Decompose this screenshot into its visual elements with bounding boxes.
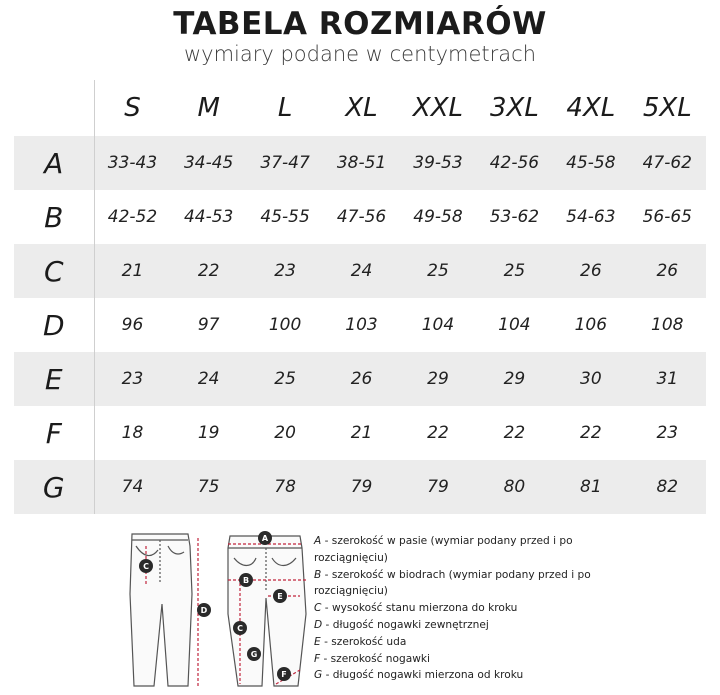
legend-text: - długość nogawki zewnętrznej [322, 618, 489, 631]
size-header: M [197, 93, 220, 123]
marker-d: D [200, 606, 208, 615]
marker-c2: C [237, 624, 243, 633]
size-value-cell: 74 [94, 460, 170, 514]
legend-item [314, 651, 614, 668]
pants-diagram [122, 524, 312, 692]
size-value-cell: 26 [323, 352, 399, 406]
pants-side-view [130, 534, 192, 686]
size-value-cell: 18 [121, 423, 144, 443]
row-label: B [14, 190, 94, 244]
size-header: L [277, 93, 293, 123]
size-value-cell: 22 [580, 423, 602, 443]
marker-c: C [143, 562, 149, 571]
table-row [14, 136, 706, 190]
size-header-row [14, 80, 706, 136]
size-value-cell: 80 [476, 460, 552, 514]
page-subtitle: wymiary podane w centymetrach [183, 42, 537, 66]
legend-item [314, 567, 614, 601]
size-value-cell: 33-43 [94, 136, 170, 190]
size-value-cell: 104 [498, 315, 531, 335]
size-value-cell: 54-63 [566, 207, 616, 227]
table-row [14, 406, 706, 460]
size-value-cell: 30 [553, 352, 629, 406]
size-header: 4XL [566, 93, 616, 123]
size-header: XL [345, 93, 378, 123]
size-value-cell: 47-56 [336, 207, 387, 227]
marker-e: E [277, 592, 283, 601]
size-value-cell: 81 [553, 460, 629, 514]
size-value-cell: 24 [170, 352, 246, 406]
size-value-cell: 25 [400, 244, 476, 298]
legend-key: E [314, 635, 321, 648]
size-value-cell: 42-52 [107, 207, 158, 227]
legend-text: - wysokość stanu mierzona do kroku [321, 602, 518, 615]
size-value-cell: 75 [170, 460, 246, 514]
row-label: D [14, 298, 94, 352]
size-value-cell: 22 [170, 244, 246, 298]
row-label: E [14, 352, 94, 406]
size-value-cell: 26 [553, 244, 629, 298]
size-value-cell: 20 [274, 423, 296, 443]
table-row [14, 190, 706, 244]
legend-item [314, 634, 614, 651]
legend-key: G [314, 669, 323, 682]
size-table [14, 80, 706, 514]
size-header: XXL [412, 93, 464, 123]
size-value-cell: 23 [656, 423, 679, 443]
legend-key: B [314, 568, 322, 581]
legend-text: - szerokość w pasie (wymiar podany przed i po rozciągnięciu) [314, 535, 573, 564]
legend-text: - szerokość uda [320, 635, 407, 648]
size-value-cell: 25 [247, 352, 323, 406]
legend-text: - szerokość nogawki [320, 652, 430, 665]
size-value-cell: 79 [323, 460, 399, 514]
size-value-cell: 19 [197, 423, 220, 443]
legend-item [314, 617, 614, 634]
measurement-guide [0, 518, 720, 695]
size-header: 5XL [642, 93, 692, 123]
measurement-legend [314, 533, 614, 684]
legend-key: F [314, 652, 321, 665]
legend-item [314, 600, 614, 617]
legend-key: C [314, 602, 322, 615]
size-value-cell: 21 [94, 244, 170, 298]
size-value-cell: 106 [574, 315, 608, 335]
page-title: TABELA ROZMIARÓW [173, 6, 547, 42]
table-row [14, 352, 706, 406]
size-value-cell: 100 [268, 315, 302, 335]
size-value-cell: 104 [421, 315, 455, 335]
size-value-cell: 29 [476, 352, 552, 406]
size-value-cell: 42-56 [476, 136, 552, 190]
size-value-cell: 45-55 [260, 207, 310, 227]
size-value-cell: 97 [197, 315, 220, 335]
row-label: C [14, 244, 94, 298]
size-value-cell: 31 [629, 352, 705, 406]
size-value-cell: 29 [400, 352, 476, 406]
table-row [14, 298, 706, 352]
legend-key: A [314, 535, 322, 547]
size-value-cell: 23 [94, 352, 170, 406]
size-header: 3XL [489, 93, 539, 123]
legend-key: D [314, 618, 323, 631]
size-value-cell: 21 [350, 423, 373, 443]
table-row [14, 244, 706, 298]
marker-b: B [242, 576, 250, 585]
size-value-cell: 26 [629, 244, 705, 298]
size-value-cell: 53-62 [489, 207, 540, 227]
size-value-cell: 23 [247, 244, 323, 298]
size-value-cell: 82 [629, 460, 705, 514]
size-value-cell: 78 [247, 460, 323, 514]
row-label: F [14, 406, 94, 460]
legend-item [314, 533, 614, 567]
size-value-cell: 38-51 [323, 136, 399, 190]
size-value-cell: 96 [121, 315, 144, 335]
size-value-cell: 45-58 [553, 136, 629, 190]
size-value-cell: 37-47 [247, 136, 323, 190]
legend-item [314, 667, 614, 684]
size-value-cell: 39-53 [400, 136, 476, 190]
size-header: S [124, 93, 141, 123]
row-label: A [14, 136, 94, 190]
legend-text: - długość nogawki mierzona od kroku [322, 669, 524, 682]
row-label: G [14, 460, 94, 514]
marker-a: A [261, 534, 269, 543]
table-corner [14, 80, 94, 136]
marker-g: G [250, 650, 258, 659]
size-value-cell: 103 [345, 315, 378, 335]
size-value-cell: 108 [651, 315, 684, 335]
size-value-cell: 24 [323, 244, 399, 298]
marker-f: F [281, 670, 287, 679]
size-value-cell: 56-65 [642, 207, 692, 227]
size-value-cell: 47-62 [629, 136, 705, 190]
size-value-cell: 79 [400, 460, 476, 514]
size-value-cell: 22 [503, 423, 526, 443]
size-value-cell: 34-45 [170, 136, 246, 190]
table-row [14, 460, 706, 514]
size-value-cell: 25 [476, 244, 552, 298]
legend-text: - szerokość w biodrach (wymiar podany przed i po rozciągnięciu) [314, 568, 591, 598]
size-value-cell: 49-58 [413, 207, 463, 227]
size-value-cell: 44-53 [183, 207, 234, 227]
size-value-cell: 22 [427, 423, 449, 443]
